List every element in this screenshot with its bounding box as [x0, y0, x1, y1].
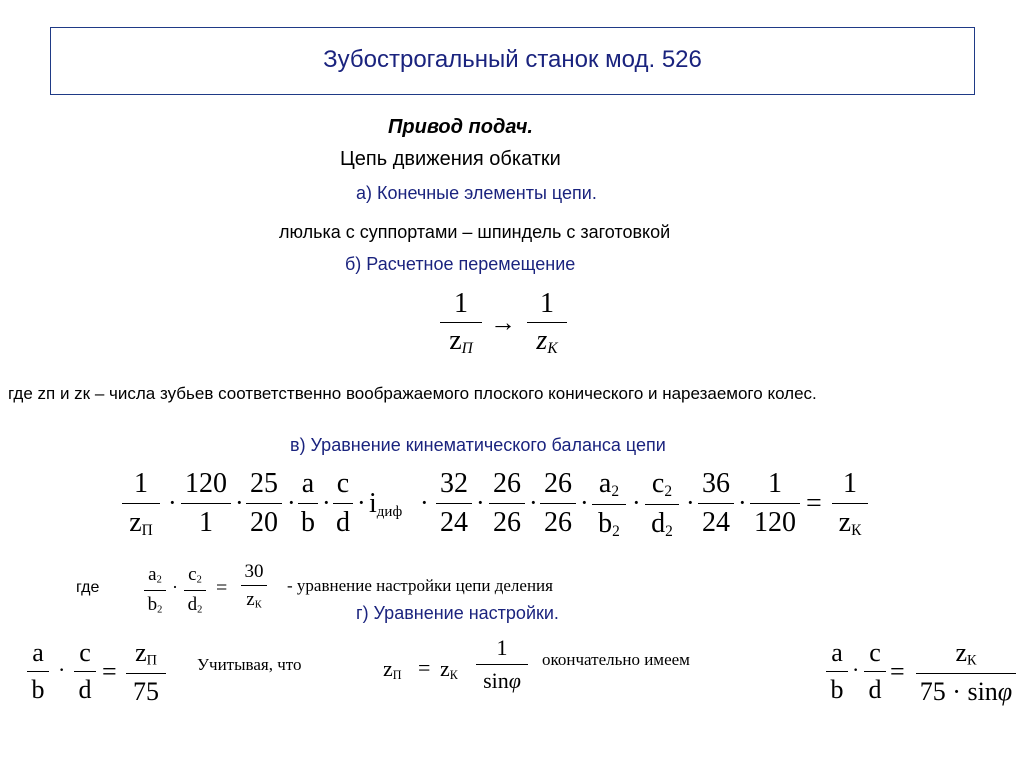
- section-c: в) Уравнение кинематического баланса цепи: [290, 435, 666, 455]
- considering-text: Учитывая, что: [197, 655, 302, 674]
- dot-operator: ·: [852, 657, 860, 682]
- title-box: [50, 27, 975, 95]
- subheading: Цепь движения обкатки: [340, 148, 561, 170]
- heading: Привод подач.: [388, 116, 533, 138]
- dot-operator: ·: [632, 488, 641, 517]
- displacement-left: 1 $z_П$: [440, 290, 482, 356]
- section-d: г) Уравнение настройки.: [356, 603, 559, 623]
- section-a: а) Конечные элементы цепи.: [356, 183, 597, 203]
- balance-frac-6: 32 24: [436, 470, 472, 537]
- setup-frac-zp75: $z_П$ 75: [126, 640, 166, 705]
- balance-frac-7: 26 26: [489, 470, 525, 537]
- dot-operator: ·: [738, 488, 747, 517]
- dot-operator: ·: [420, 488, 429, 517]
- balance-frac-9: $a_2$ $b_2$: [592, 470, 626, 540]
- dot-operator: ·: [287, 488, 296, 517]
- dot-operator: ·: [235, 488, 244, 517]
- setup-frac-ab: a b: [27, 640, 49, 703]
- dot-operator: ·: [529, 488, 538, 517]
- balance-frac-5: c d: [333, 470, 353, 537]
- where-paragraph: где zп и zк – числа зубьев соответственно воображаемого плоского конического и нарезаемого колес.: [8, 384, 817, 403]
- balance-frac-1: 1 $z_П$: [122, 470, 160, 538]
- dot-operator: ·: [476, 488, 485, 517]
- dot-operator: ·: [580, 488, 589, 517]
- equals-operator: =: [102, 657, 117, 686]
- where2-frac-c2d2: $c_2$ $d_2$: [184, 565, 206, 616]
- displacement-right: 1 $z_К$: [527, 290, 567, 356]
- final-frac-result: $z_К$ 75 · sinφ: [916, 640, 1016, 705]
- final-frac-cd: c d: [864, 640, 886, 703]
- equals-operator: =: [216, 577, 228, 599]
- dot-operator: ·: [357, 488, 366, 517]
- dot-operator: ·: [686, 488, 695, 517]
- equals-operator: =: [418, 655, 431, 680]
- where2-text: - уравнение настройки цепи деления: [287, 576, 553, 595]
- dot-operator: ·: [168, 488, 177, 517]
- i-diff: iдиф: [369, 488, 403, 520]
- balance-frac-8: 26 26: [540, 470, 576, 537]
- balance-frac-10: $c_2$ $d_2$: [645, 470, 679, 540]
- setup-frac-cd: c d: [74, 640, 96, 703]
- balance-frac-3: 25 20: [246, 470, 282, 537]
- dot-operator: ·: [58, 657, 66, 682]
- dot-operator: ·: [322, 488, 331, 517]
- finally-text: окончательно имеем: [542, 650, 690, 669]
- balance-frac-11: 36 24: [698, 470, 734, 537]
- zp-term: $z_П$: [383, 656, 402, 683]
- arrow-operator: →: [490, 308, 516, 337]
- page-title: Зубострогальный станок мод. 526: [323, 46, 702, 73]
- where2-frac-30zk: 30 $z_К$: [241, 562, 267, 611]
- balance-frac-4: a b: [298, 470, 318, 537]
- section-a-text: люлька с суппортами – шпиндель с заготовкой: [279, 222, 671, 242]
- section-b: б) Расчетное перемещение: [345, 254, 576, 274]
- final-frac-ab: a b: [826, 640, 848, 703]
- balance-frac-12: 1 120: [750, 470, 800, 537]
- where2-frac-a2b2: $a_2$ $b_2$: [144, 565, 166, 616]
- balance-frac-result: 1 $z_К$: [832, 470, 868, 538]
- where2-label: где: [76, 579, 100, 596]
- equals-operator: =: [890, 657, 905, 686]
- dot-operator: ·: [172, 577, 178, 597]
- one-over-sin: 1 sinφ: [476, 637, 528, 692]
- zk-term: $z_К$: [440, 656, 458, 683]
- balance-frac-2: 120 1: [181, 470, 231, 537]
- equals-operator: =: [806, 488, 822, 519]
